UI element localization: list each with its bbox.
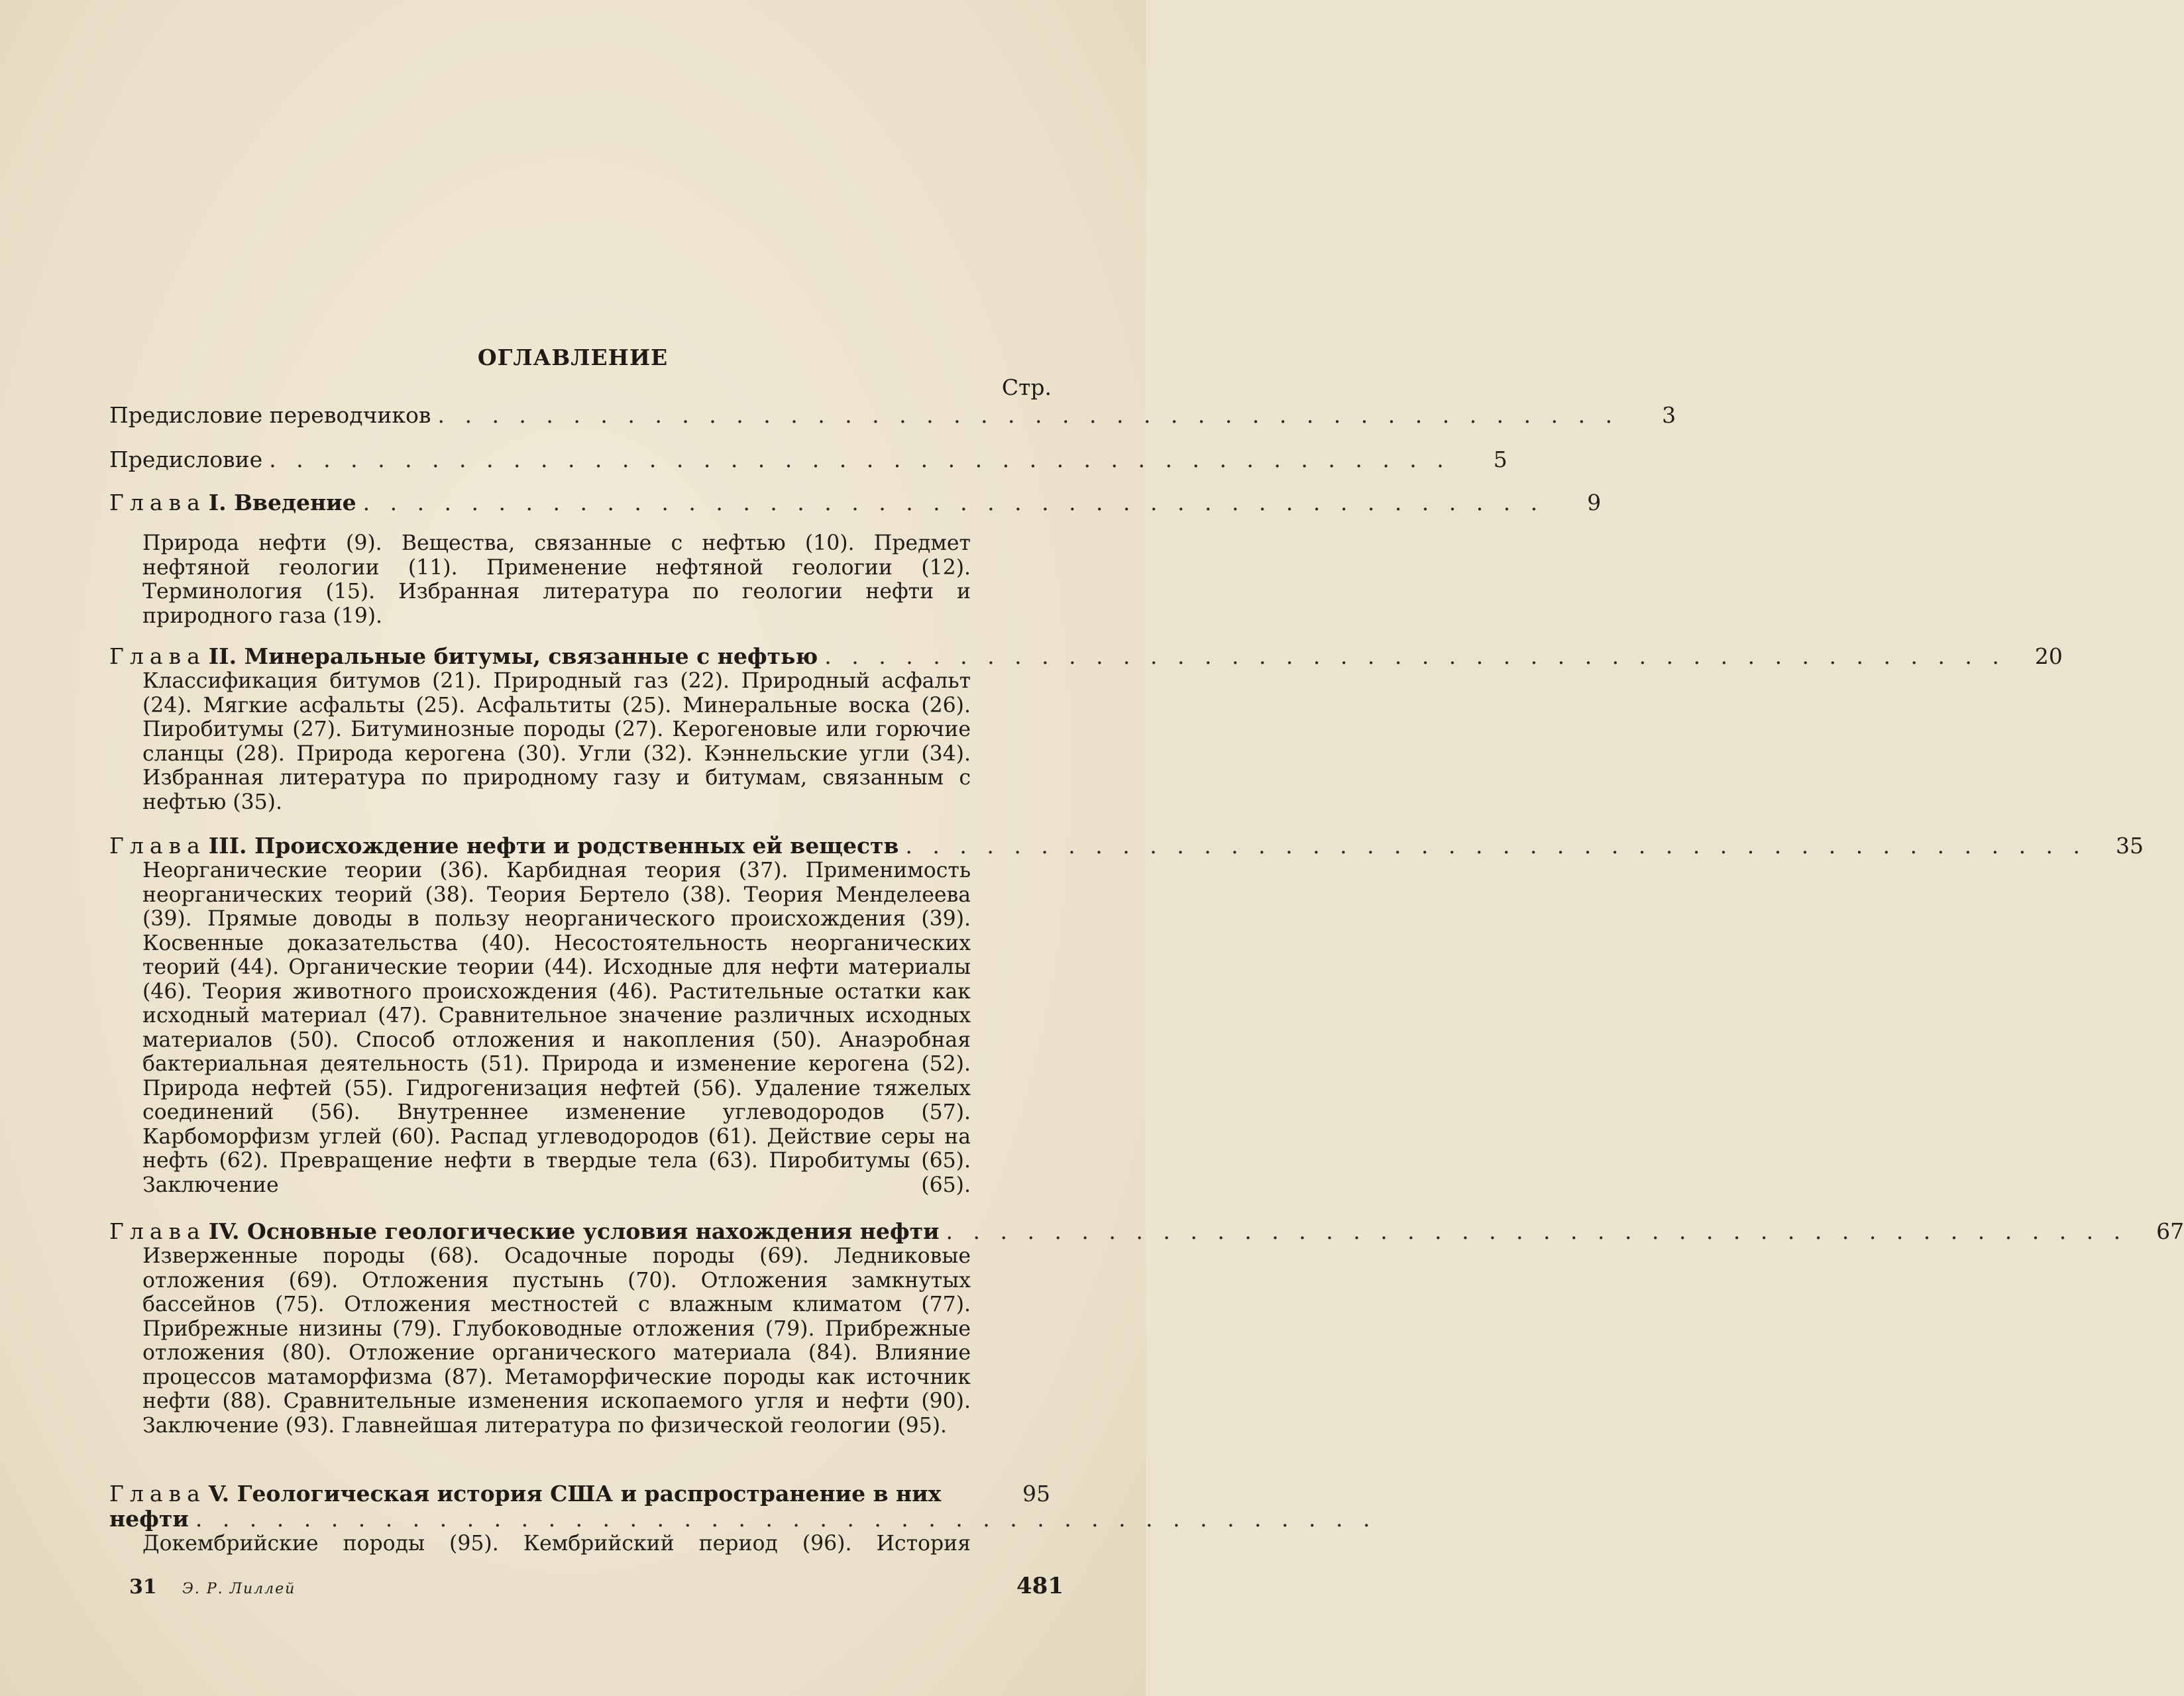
leader-dots: . . . . . . . . . . . . . . . . . . . . . . . . . . . . . . . . . . . . . . . . . . . . (195, 1506, 1377, 1532)
entry-page: 95 (1022, 1481, 1050, 1507)
entry-description: Природа нефти (9). Вещества, связанные с нефтью (10). Предмет нефтяной геологии (11). Применение нефтяной геологии (12). Терминология (15). Избранная литература по геологии нефти и природного газа (19). (142, 531, 971, 628)
chapter-prefix: Глава (109, 643, 206, 669)
page-number: 481 (1016, 1573, 1064, 1599)
entry-page: 5 (1493, 447, 1507, 472)
toc-entry (109, 447, 1507, 472)
page-footer (129, 1573, 1064, 1599)
entry-page: 20 (2034, 643, 2063, 669)
entry-title: II. Минеральные битумы, связанные с нефтью (208, 643, 818, 669)
leader-dots: . . . . . . . . . . . . . . . . . . . . . . . . . . . . . . . . . . . . . . . . . . . . (269, 447, 1450, 472)
leader-dots: . . . . . . . . . . . . . . . . . . . . . . . . . . . . . . . . . . . . . . . . . . . . (437, 402, 1619, 428)
entry-title: III. Происхождение нефти и родственных ей веществ (208, 833, 899, 859)
entry-description: Изверженные породы (68). Осадочные породы (69). Ледниковые отложения (69). Отложения пустынь (70). Отложения замкнутых бассейнов (75). Отложения местностей с влажным климатом (77). Прибрежные низины (79). Глубоководные отложения (79). Прибрежные отложения (80). Отложение органического материала (84). Влияние процессов матаморфизма (87). Метаморфические породы как источник нефти (88). Сравнительные изменения ископаемого угля и нефти (90). Заключение (93). Главнейшая литература по физической геологии (95). (142, 1244, 971, 1438)
entry-page: 67 (2156, 1218, 2184, 1244)
entry-title: Предисловие (109, 447, 263, 472)
leader-dots: . . . . . . . . . . . . . . . . . . . . . . . . . . . . . . . . . . . . . . . . . . . . (905, 833, 2087, 859)
entry-page: 35 (2116, 833, 2144, 859)
entry-description: Классификация битумов (21). Природный газ (22). Природный асфальт (24). Мягкие асфальты (25). Асфальтиты (25). Минеральные воска (26). Пиробитумы (27). Битуминозные породы (27). Керогеновые или горючие сланцы (28). Природа керогена (30). Угли (32). Кэннельские угли (34). Избранная литература по природному газу и битумам, связанным с нефтью (35). (142, 669, 971, 814)
chapter-prefix: Глава (109, 833, 206, 859)
toc-entry (109, 833, 2144, 1197)
entry-title: I. Введение (208, 490, 356, 515)
entry-title: IV. Основные геологические условия нахождения нефти (208, 1218, 940, 1244)
entry-title-continued: нефти (109, 1506, 189, 1532)
toc-entry (109, 643, 2063, 814)
entry-title: V. Геологическая история США и распространение в них (208, 1481, 942, 1507)
entry-page: 9 (1587, 490, 1602, 515)
page-column-label: Стр. (1001, 374, 1052, 400)
chapter-prefix: Глава (109, 1481, 206, 1507)
leader-dots: . . . . . . . . . . . . . . . . . . . . . . . . . . . . . . . . . . . . . . . . . . . . (824, 643, 2006, 669)
toc-entry (109, 402, 1676, 428)
author-name: Э. Р. Лиллей (182, 1581, 296, 1597)
chapter-prefix: Глава (109, 490, 206, 515)
entry-description: Неорганические теории (36). Карбидная теория (37). Применимость неорганических теорий (38). Теория Бертело (38). Теория Менделеева (39). Прямые доводы в пользу неорганического происхождения (39). Косвенные доказательства (40). Несостоятельность неорганических теорий (44). Органические теории (44). Исходные для нефти материалы (46). Теория животного происхождения (46). Растительные остатки как исходный материал (47). Сравнительное значение различных исходных материалов (50). Способ отложения и накопления (50). Анаэробная бактериальная деятельность (51). Природа и изменение керогена (52). Природа нефтей (55). Гидрогенизация нефтей (56). Удаление тяжелых соединений (56). Внутреннее изменение углеводородов (57). Карбоморфизм углей (60). Распад углеводородов (61). Действие серы на нефть (62). Превращение нефти в твердые тела (63). Пиробитумы (65). Заключение (65). (142, 859, 971, 1197)
toc-entry (109, 1481, 1377, 1556)
entry-description: Докембрийские породы (95). Кембрийский период (96). История (142, 1532, 971, 1556)
leader-dots: . . . . . . . . . . . . . . . . . . . . . . . . . . . . . . . . . . . . . . . . . . . . (946, 1218, 2128, 1244)
chapter-prefix: Глава (109, 1218, 206, 1244)
page-title: ОГЛАВЛЕНИЕ (477, 344, 669, 370)
entry-title: Предисловие переводчиков (109, 402, 431, 428)
toc-entry (109, 1218, 2184, 1438)
entry-page: 3 (1662, 402, 1676, 428)
toc-entry (109, 490, 1602, 628)
leader-dots: . . . . . . . . . . . . . . . . . . . . . . . . . . . . . . . . . . . . . . . . . . . . (362, 490, 1545, 515)
signature-mark: 31 (129, 1575, 157, 1599)
